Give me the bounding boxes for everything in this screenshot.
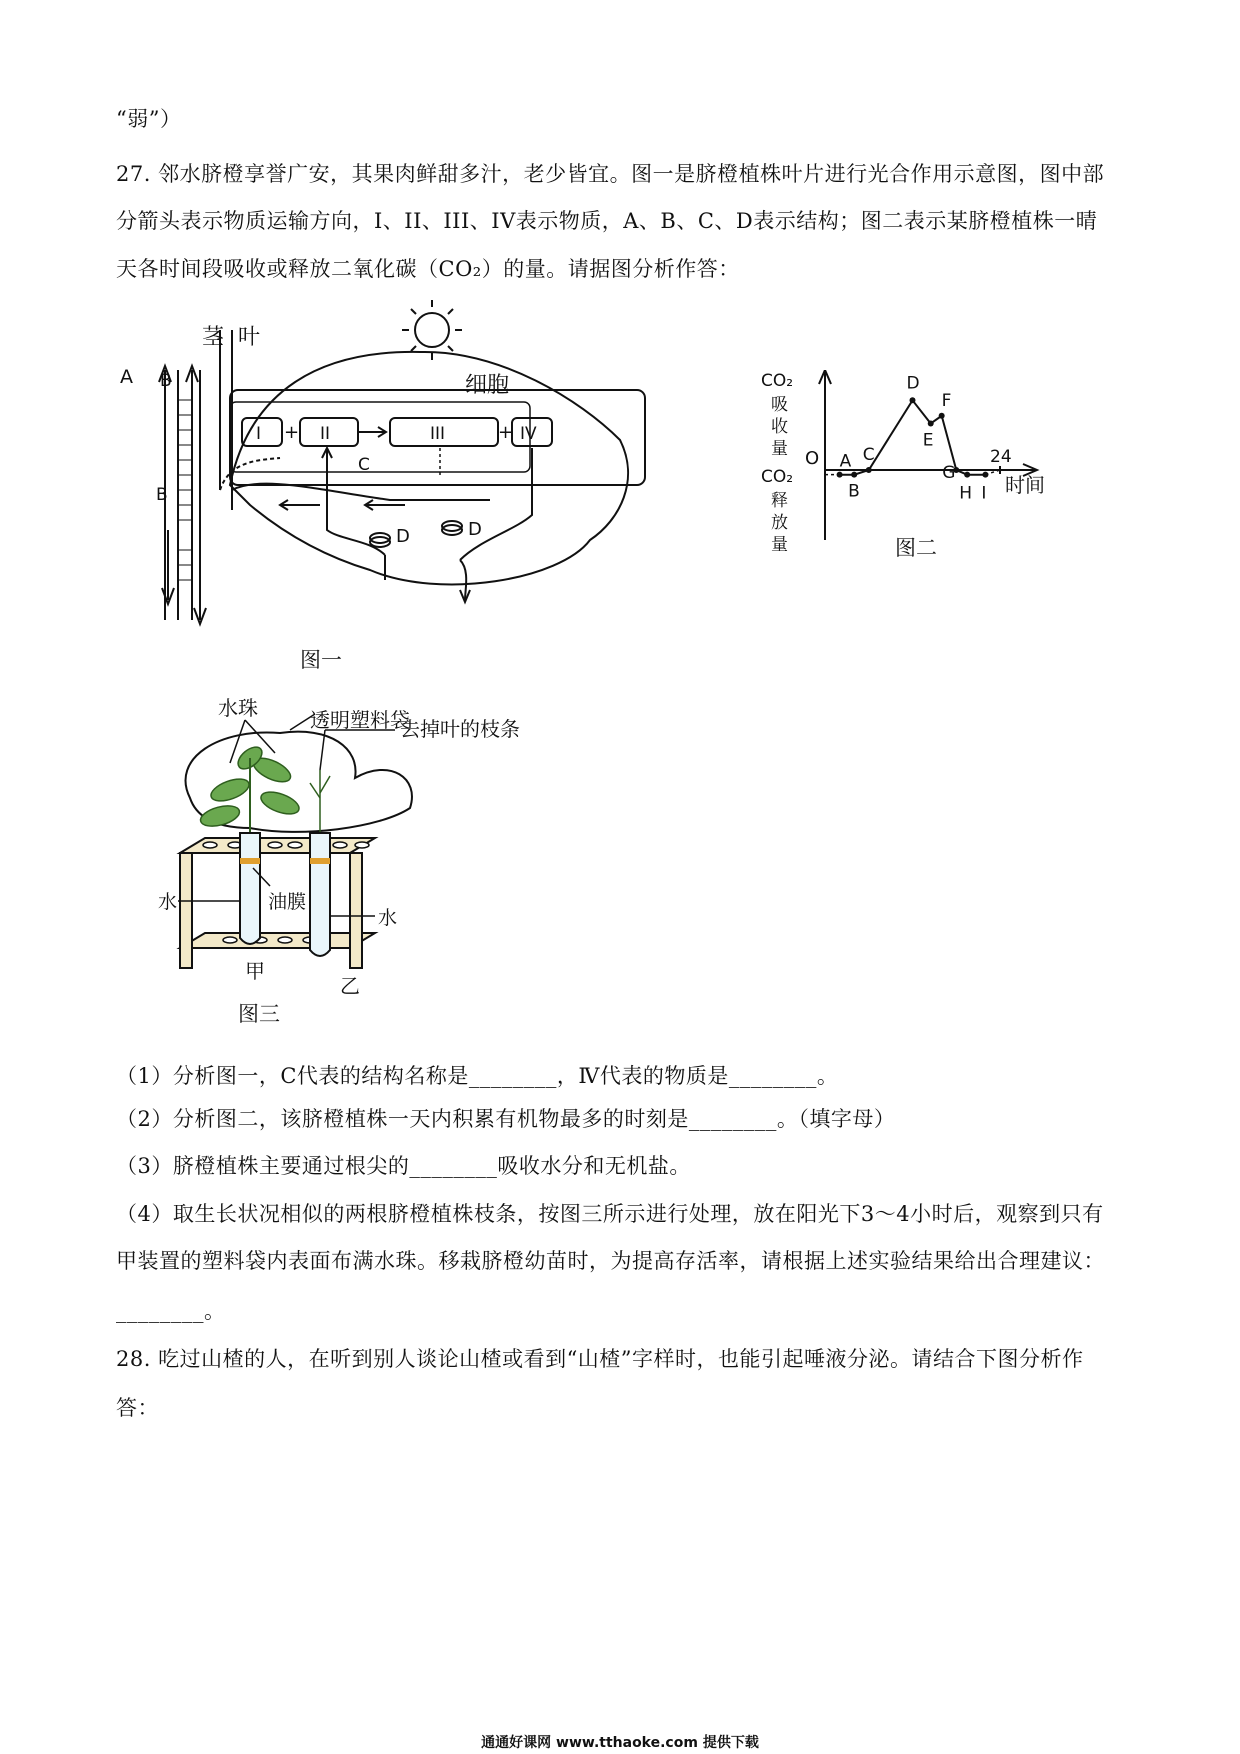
point-I: [982, 472, 988, 478]
fig1-label-d2: D: [468, 519, 482, 540]
point-H: [964, 472, 970, 478]
figure-2-chart: [735, 370, 1065, 630]
fig1-label-c: C: [358, 455, 370, 475]
point-label-F: F: [941, 390, 952, 411]
label-water-right: 水: [378, 907, 398, 929]
point-label-H: H: [959, 483, 972, 504]
fig1-leaf-label: 叶: [238, 325, 261, 350]
sub-question-4-line-1: （4）取生长状况相似的两根脐橙植株枝条，按图三所示进行处理，放在阳光下3～4小时后，观察到只有: [116, 1202, 1104, 1226]
y-bottom-2: 释: [771, 491, 788, 511]
point-label-E: E: [922, 430, 934, 451]
point-F: [939, 413, 945, 419]
question-27-line-2: 分箭头表示物质运输方向，I、II、III、IV表示物质，A、B、C、D表示结构；图二表示某脐橙植株一晴: [116, 209, 1098, 233]
y-bottom-4: 量: [771, 535, 788, 555]
point-label-B: B: [848, 481, 860, 502]
question-28-line-2: 答：: [116, 1396, 159, 1420]
figure-3: [150, 698, 590, 1028]
x-tick-label-24: 24: [990, 447, 1012, 467]
origin-label: O: [805, 448, 820, 469]
fig1-plus-2: +: [498, 422, 514, 443]
label-jia: 甲: [245, 959, 265, 983]
label-oil-film: 油膜: [268, 891, 307, 913]
fig1-cell-label: 细胞: [465, 373, 510, 398]
y-top-3: 收: [771, 417, 788, 437]
y-top-2: 吸: [771, 395, 788, 415]
figure-1: [120, 290, 680, 670]
point-label-I: I: [981, 483, 987, 504]
fig1-box-i: I: [256, 424, 262, 444]
fig1-label-d1: D: [396, 526, 410, 547]
question-28-line-1: 28. 吃过山楂的人，在听到别人谈论山楂或看到“山楂”字样时，也能引起唾液分泌。请结合下图分析作: [116, 1347, 1084, 1371]
y-top-4: 量: [771, 439, 788, 459]
fig1-box-iv: IV: [520, 424, 537, 444]
x-axis-label: 时间: [1005, 473, 1045, 497]
question-27-line-1: 27. 邻水脐橙享誉广安，其果肉鲜甜多汁，老少皆宜。图一是脐橙植株叶片进行光合作用示意图，图中部: [116, 162, 1105, 186]
fig2-caption: 图二: [895, 536, 937, 560]
label-water-drops: 水珠: [218, 698, 258, 720]
fig1-label-a: A: [120, 366, 133, 388]
y-bottom-co2: CO₂: [761, 467, 794, 487]
footer-source: 通通好课网 www.tthaoke.com 提供下载: [481, 1735, 759, 1751]
co2-curve: [840, 400, 986, 474]
point-label-A: A: [839, 451, 852, 472]
point-label-C: C: [862, 445, 875, 465]
fig1-stem-label: 茎: [202, 325, 225, 350]
fig1-label-b-bottom: B: [156, 485, 168, 505]
sub-question-2: （2）分析图二，该脐橙植株一天内积累有机物最多的时刻是________。（填字母）: [116, 1107, 896, 1131]
fig1-box-iii: III: [430, 424, 446, 444]
fig3-caption: 图三: [238, 1002, 280, 1026]
fig1-caption: 图一: [300, 648, 342, 670]
sub-question-1: （1）分析图一，C代表的结构名称是________，Ⅳ代表的物质是________。: [116, 1064, 839, 1088]
point-B: [851, 472, 857, 478]
question-27-line-3: 天各时间段吸收或释放二氧化碳（CO₂）的量。请据图分析作答：: [116, 257, 740, 281]
fig1-label-b-top: B: [160, 371, 172, 391]
label-branch-no-leaves: 去掉叶的枝条: [400, 717, 520, 741]
text-line-0: “弱”）: [116, 107, 182, 131]
y-top-co2: CO₂: [761, 371, 794, 391]
fig1-plus-1: +: [284, 422, 300, 443]
label-water-left: 水: [158, 891, 178, 913]
point-A: [837, 472, 843, 478]
point-C: [866, 467, 872, 473]
point-label-G: G: [942, 463, 956, 483]
label-plastic-bag: 透明塑料袋: [310, 708, 410, 732]
sub-question-4-line-3: ________。: [116, 1299, 226, 1323]
sub-question-3: （3）脐橙植株主要通过根尖的________吸收水分和无机盐。: [116, 1154, 691, 1178]
point-label-D: D: [906, 373, 920, 394]
y-bottom-3: 放: [771, 513, 788, 533]
point-E: [928, 421, 934, 427]
label-yi: 乙: [340, 974, 360, 998]
fig1-box-ii: II: [320, 424, 331, 444]
sub-question-4-line-2: 甲装置的塑料袋内表面布满水珠。移栽脐橙幼苗时，为提高存活率，请根据上述实验结果给出合理建议：: [116, 1249, 1105, 1273]
point-D: [910, 397, 916, 403]
